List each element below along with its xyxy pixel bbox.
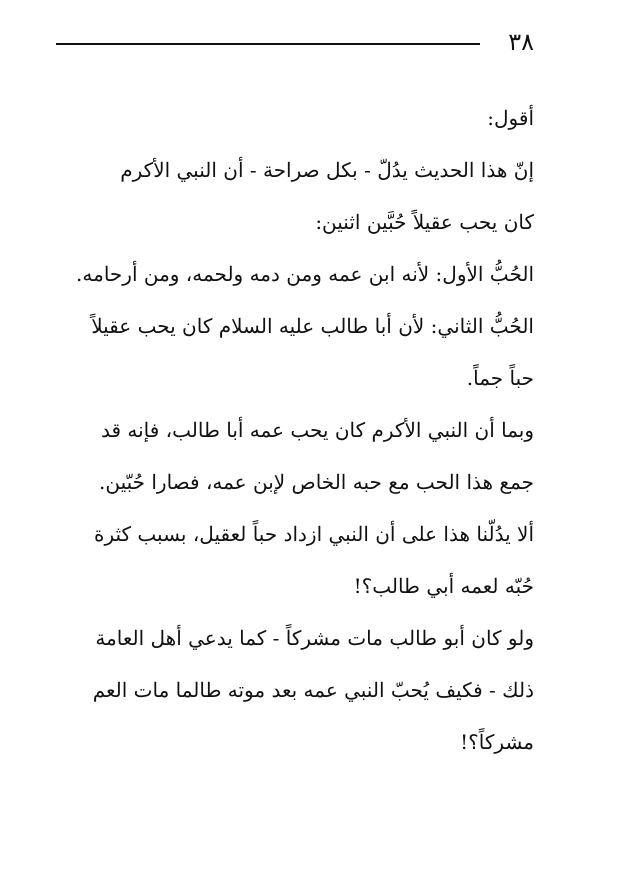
text-line: ولو كان أبو طالب مات مشركاً - كما يدعي أهل العامة [95, 626, 534, 650]
text-line: أقول: [487, 106, 534, 130]
text-line: كان يحب عقيلاً حُبَّين اثنين: [315, 210, 534, 234]
text-line: مشركاً؟! [460, 730, 534, 754]
body-text [56, 92, 534, 768]
text-line: حباً جماً. [466, 366, 534, 390]
text-line: الحُبُّ الثاني: لأن أبا طالب عليه السلام كان يحب عقيلاً [91, 314, 534, 338]
text-line: ذلك - فكيف يُحبّ النبي عمه بعد موته طالما مات العم [92, 678, 534, 702]
text-line: وبما أن النبي الأكرم كان يحب عمه أبا طالب، فإنه قد [100, 418, 534, 442]
text-line: الحُبُّ الأول: لأنه ابن عمه ومن دمه ولحمه، ومن أرحامه. [76, 262, 534, 286]
text-line: ألا يدُلّنا هذا على أن النبي ازداد حباً لعقيل، بسبب كثرة [93, 522, 534, 546]
page-number: ٣٨ [508, 28, 534, 56]
header-rule [56, 43, 480, 45]
text-line: جمع هذا الحب مع حبه الخاص لإبن عمه، فصارا حُبّين. [99, 470, 534, 494]
page-header [56, 26, 534, 62]
text-line: إنّ هذا الحديث يدُلّ - بكل صراحة - أن النبي الأكرم [120, 158, 534, 182]
text-line: حُبّه لعمه أبي طالب؟! [353, 574, 534, 598]
